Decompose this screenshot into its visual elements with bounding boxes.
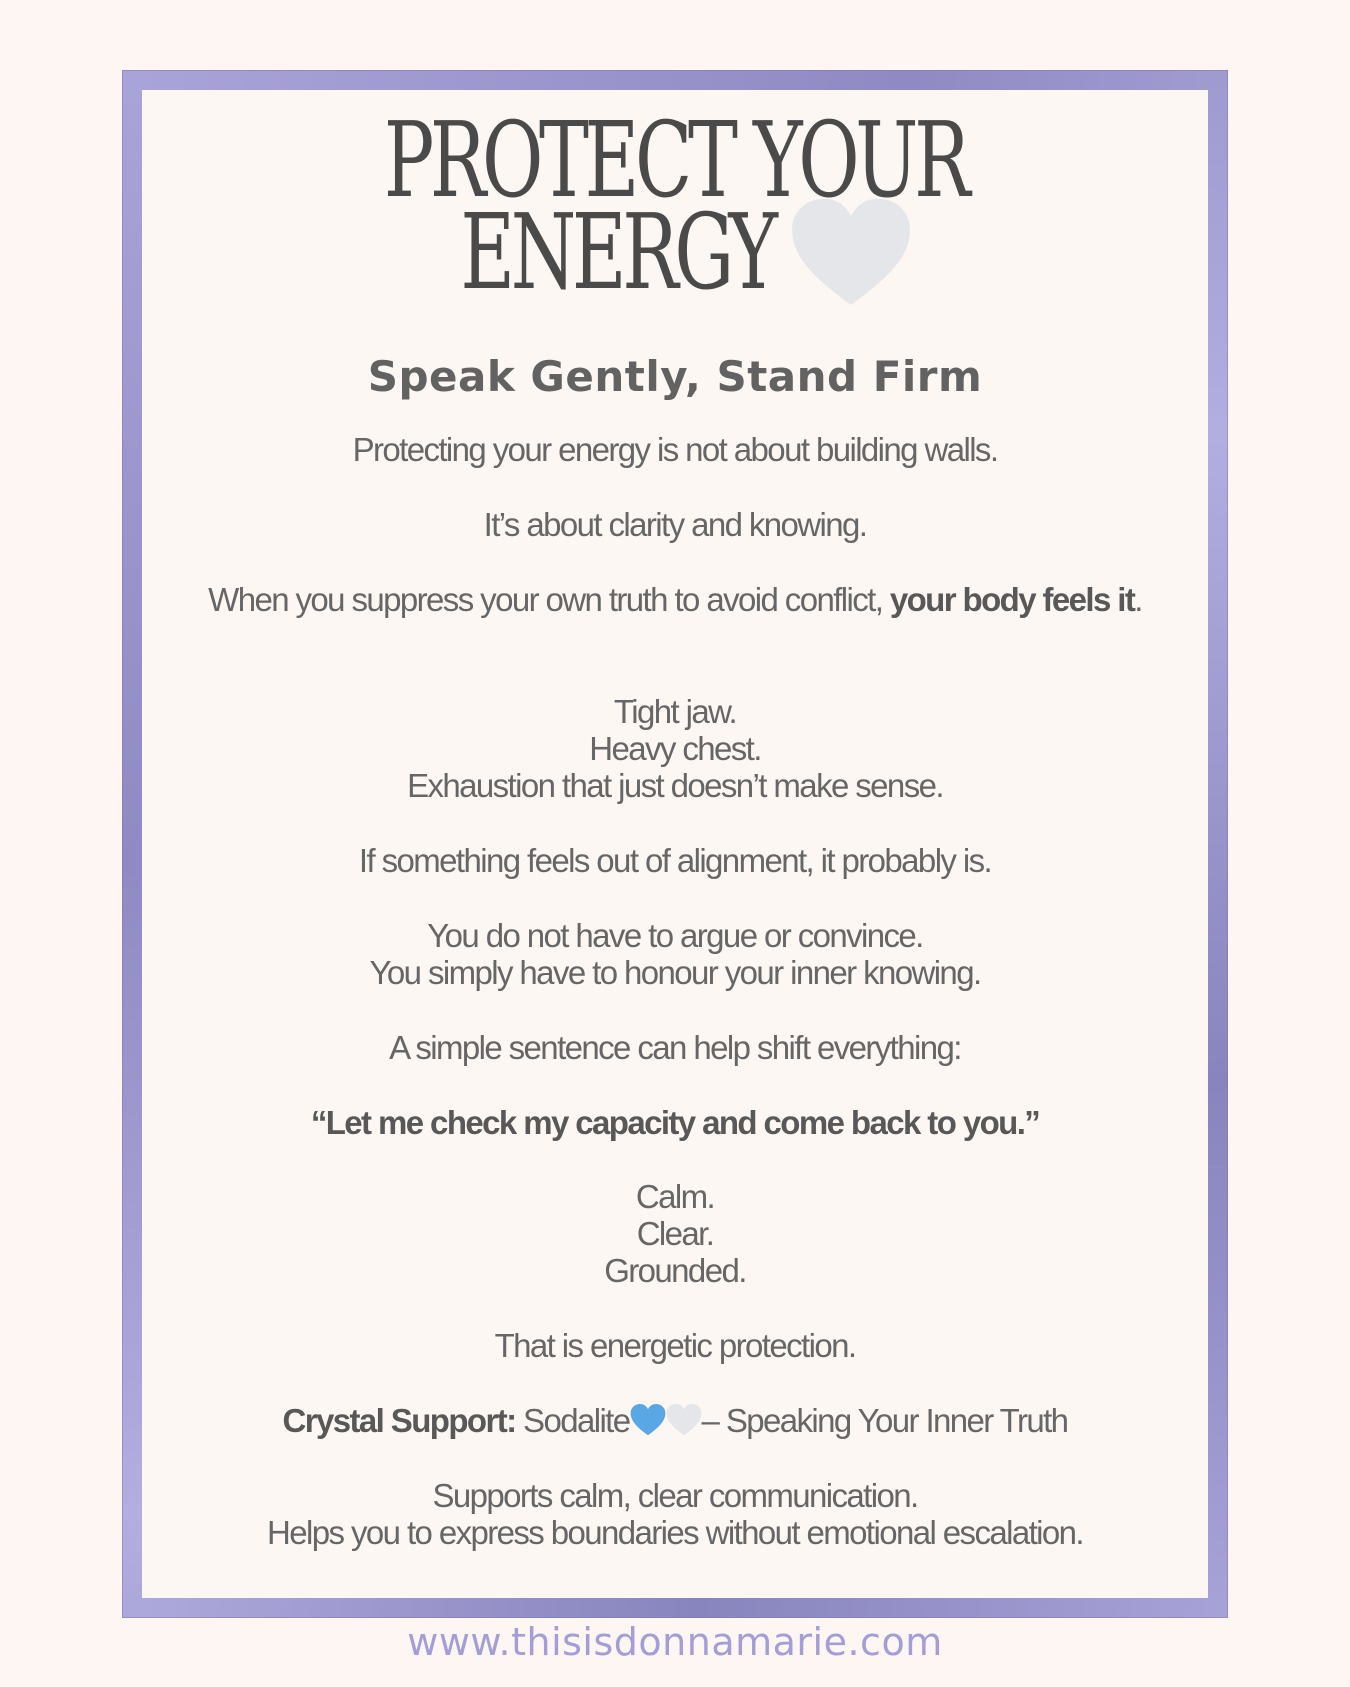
crystal-name: Sodalite: [515, 1402, 630, 1439]
paragraph-10-line-1: Supports calm, clear communication.: [432, 1477, 918, 1514]
blue-heart-icon: [630, 1404, 666, 1436]
quality-2: Clear.: [636, 1215, 714, 1252]
qualities-list: [182, 1178, 1168, 1289]
paragraph-6-line-2: You simply have to honour your inner knowing.: [369, 954, 981, 991]
quote: [182, 1104, 1168, 1141]
paragraph-6-line-1: You do not have to argue or convince.: [427, 917, 923, 954]
subtitle: Speak Gently, Stand Firm: [367, 352, 983, 401]
paragraph-3-end: .: [1134, 581, 1142, 618]
paragraph-7: A simple sentence can help shift everything:: [389, 1029, 961, 1066]
symptom-2: Heavy chest.: [589, 730, 761, 767]
paragraph-1: Protecting your energy is not about building walls.: [352, 431, 998, 468]
quality-1: Calm.: [635, 1178, 715, 1215]
white-heart-icon: [666, 1404, 702, 1436]
page-title: [142, 99, 1208, 313]
crystal-label: Crystal Support:: [282, 1402, 516, 1439]
paragraph-10-line-2: Helps you to express boundaries without emotional escalation.: [267, 1514, 1083, 1551]
paragraph-5: If something feels out of alignment, it probably is.: [358, 842, 992, 879]
symptom-1: Tight jaw.: [613, 693, 737, 730]
quality-3: Grounded.: [604, 1252, 746, 1289]
paragraph-3-bold: your body feels it: [889, 581, 1135, 618]
quote-text: “Let me check my capacity and come back to you.”: [310, 1104, 1040, 1141]
symptom-3: Exhaustion that just doesn’t make sense.: [407, 767, 943, 804]
paragraph-10: [182, 1477, 1168, 1551]
title-line-1: PROTECT YOUR: [383, 99, 967, 221]
crystal-support: [182, 1402, 1168, 1439]
website-url[interactable]: www.thisisdonnamarie.com: [407, 1620, 943, 1664]
paragraph-6: [182, 917, 1168, 991]
paragraph-3-text: When you suppress your own truth to avoid conflict,: [208, 581, 890, 618]
symptoms-list: [182, 693, 1168, 804]
white-heart-icon: [792, 198, 910, 308]
paragraph-9: That is energetic protection.: [494, 1327, 856, 1364]
paragraph-2: It’s about clarity and knowing.: [483, 506, 867, 543]
title-line-2: ENERGY: [460, 191, 774, 313]
card-frame: [122, 70, 1228, 1618]
crystal-description: – Speaking Your Inner Truth: [701, 1402, 1068, 1439]
paragraph-3: [182, 581, 1168, 618]
